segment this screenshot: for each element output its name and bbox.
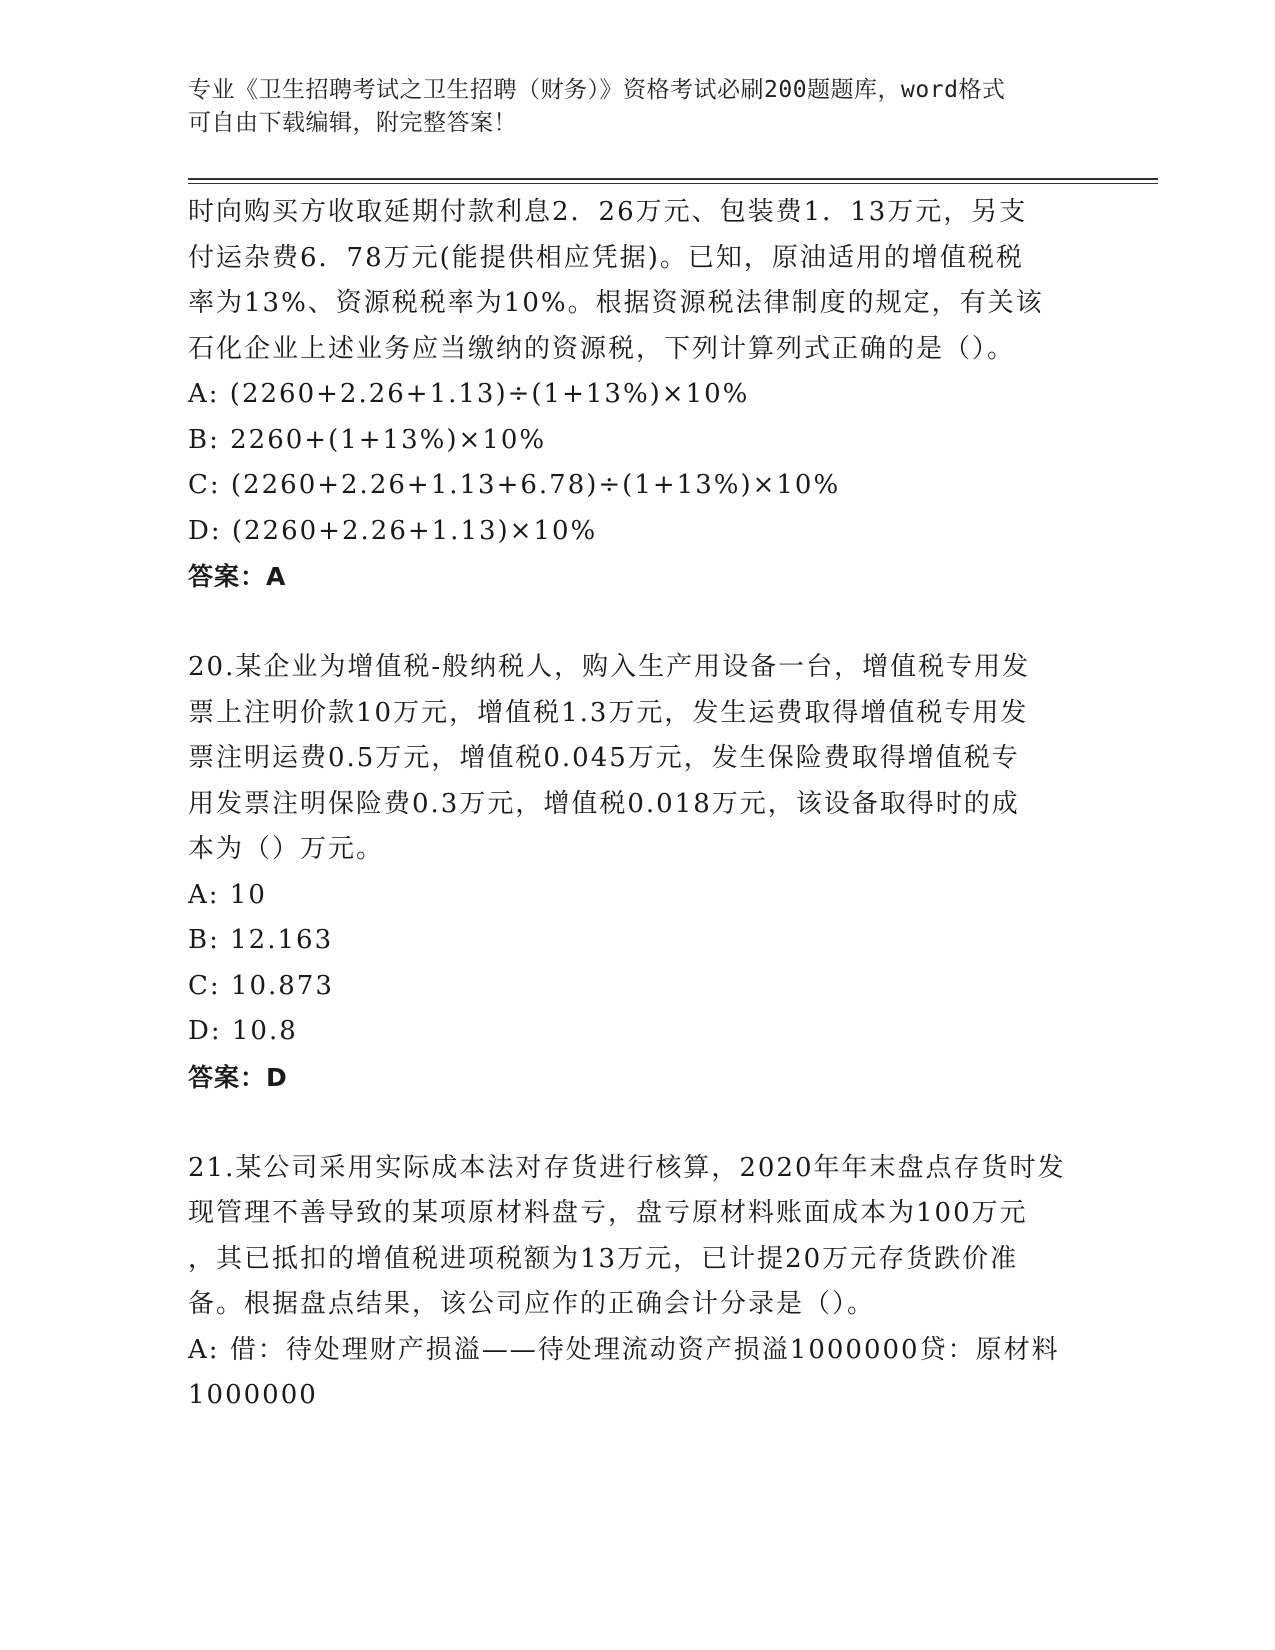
question-text-line: 本为（）万元。 (188, 834, 385, 864)
option-c: C: 10.873 (188, 970, 334, 1001)
question-21 (188, 1146, 1088, 1419)
question-text-line: 票注明运费0.5万元，增值税0.045万元，发生保险费取得增值税专 (188, 743, 1020, 773)
option-a-continued: 1000000 (188, 1380, 318, 1410)
header-divider-thick (188, 178, 1158, 180)
header-divider-thin (188, 183, 1158, 184)
answer-label: 答案：D (188, 1062, 288, 1092)
document-header (188, 74, 1088, 140)
option-d: D: (2260+2.26+1.13)×10% (188, 515, 598, 546)
question-text-line: 现管理不善导致的某项原材料盘亏，盘亏原材料账面成本为100万元 (188, 1198, 1028, 1228)
question-text-line: 21.某公司采用实际成本法对存货进行核算，2020年年末盘点存货时发 (188, 1152, 1066, 1183)
option-a: A: 10 (188, 879, 267, 910)
question-text-line: 时向购买方收取延期付款利息2．26万元、包装费1．13万元，另支 (188, 197, 1028, 227)
question-text-line: 付运杂费6．78万元(能提供相应凭据)。已知，原油适用的增值税税 (188, 242, 1024, 273)
question-20 (188, 645, 1088, 1100)
question-text-line: 用发票注明保险费0.3万元，增值税0.018万元，该设备取得时的成 (188, 788, 1020, 819)
question-text-line: 票上注明价款10万元，增值税1.3万元，发生运费取得增值税专用发 (188, 697, 1029, 728)
option-a: A: (2260+2.26+1.13)÷(1+13%)×10% (188, 379, 750, 409)
spacer (188, 1100, 1088, 1146)
question-text-line: 备。根据盘点结果，该公司应作的正确会计分录是（）。 (188, 1289, 876, 1319)
option-a: A: 借：待处理财产损溢——待处理流动资产损溢1000000贷：原材料 (188, 1334, 1060, 1365)
spacer (188, 600, 1088, 646)
answer-label: 答案：A (188, 562, 287, 591)
question-text-line: 石化企业上述业务应当缴纳的资源税，下列计算列式正确的是（）。 (188, 333, 1016, 364)
question-text-line: 20.某企业为增值税-般纳税人，购入生产用设备一台，增值税专用发 (188, 652, 1031, 682)
option-b: B: 2260+(1+13%)×10% (188, 424, 547, 455)
header-title-line-2: 可自由下载编辑，附完整答案！ (188, 110, 517, 136)
option-c: C: (2260+2.26+1.13+6.78)÷(1+13%)×10% (188, 470, 841, 500)
option-b: B: 12.163 (188, 925, 334, 955)
question-19 (188, 190, 1088, 600)
document-body (188, 190, 1088, 1419)
header-title-line-1: 专业《卫生招聘考试之卫生招聘（财务）》资格考试必刷200题题库，word格式 (188, 77, 1006, 103)
question-text-line: ，其已抵扣的增值税进项税额为13万元，已计提20万元存货跌价准 (188, 1243, 1019, 1274)
question-text-line: 率为13%、资源税税率为10%。根据资源税法律制度的规定，有关该 (188, 288, 1044, 318)
option-d: D: 10.8 (188, 1016, 298, 1046)
